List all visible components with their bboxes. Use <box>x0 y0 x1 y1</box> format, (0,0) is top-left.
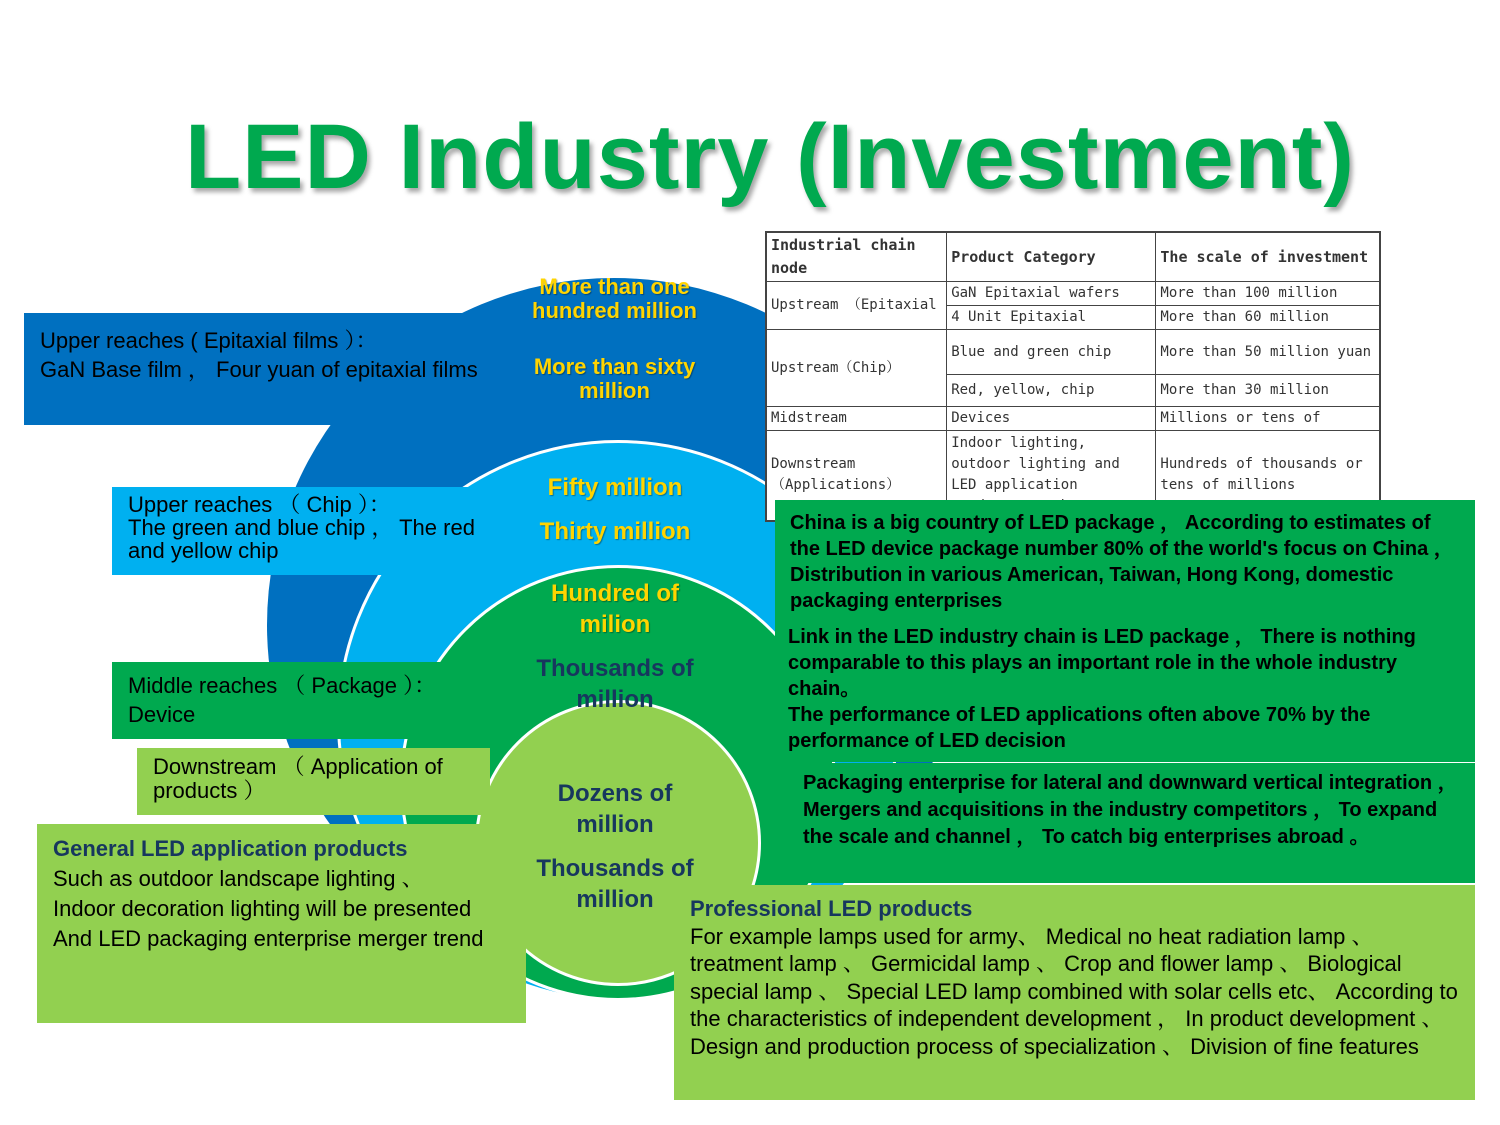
table-cell-scale: More than 30 million <box>1156 375 1380 407</box>
table-cell-category: 4 Unit Epitaxial <box>947 306 1156 330</box>
table-header-category: Product Category <box>947 232 1156 282</box>
general-led-line-2: Indoor decoration lighting will be presented <box>53 896 472 921</box>
ring-core-value-1: Dozens of million <box>557 780 673 838</box>
label-downstream-title: Downstream （ Application of products ） <box>153 754 443 803</box>
ring-middle-value-2: Thirty million <box>539 518 691 545</box>
ring-outer-value-1: More than one hundred million <box>532 274 697 323</box>
table-cell-node: Upstream（Chip） <box>766 330 947 407</box>
china-package-text: China is a big country of LED package ， According to estimates of the LED device package number 80% of the world's focus on China ， Distribution in various American, Taiwan, Hong Kong, domestic packaging enterprises <box>790 512 1454 612</box>
link-package-box <box>775 622 1475 762</box>
label-downstream <box>137 748 490 815</box>
ring-inner-value-2: Thousands of million <box>536 655 694 713</box>
table-row <box>766 282 1380 306</box>
professional-led-heading: Professional LED products <box>690 896 973 921</box>
label-midstream-detail: Device <box>128 702 196 727</box>
table-cell-scale: More than 100 million <box>1156 282 1380 306</box>
label-upstream-epitaxial-title: Upper reaches ( Epitaxial films ）： <box>40 328 378 353</box>
table-cell-category: Devices <box>947 407 1156 431</box>
ring-outer-value-2: More than sixty million <box>533 354 696 403</box>
table-header-row <box>766 232 1380 282</box>
table-cell-scale: Hundreds of thousands or tens of millions <box>1156 431 1380 521</box>
table-cell-category: Blue and green chip <box>947 330 1156 375</box>
label-upstream-chip-title: Upper reaches （ Chip ）： <box>128 492 391 517</box>
table-cell-category: GaN Epitaxial wafers <box>947 282 1156 306</box>
general-led-line-1: Such as outdoor landscape lighting 、 <box>53 866 424 891</box>
label-upstream-epitaxial <box>24 313 506 425</box>
link-package-text-1: Link in the LED industry chain is LED package ， There is nothing comparable to this plays an important role in the whole industry chain。 <box>788 626 1416 700</box>
professional-led-box <box>674 885 1475 1100</box>
table-cell-node: Midstream <box>766 407 947 431</box>
table-cell-category: Red, yellow, chip <box>947 375 1156 407</box>
table-cell-node: Downstream （Applications） <box>766 431 947 521</box>
table-header-node: Industrial chain node <box>766 232 947 282</box>
table-cell-scale: More than 50 million yuan <box>1156 330 1380 375</box>
table-cell-scale: More than 60 million <box>1156 306 1380 330</box>
general-led-line-3: And LED packaging enterprise merger trend <box>53 926 484 951</box>
table-header-scale: The scale of investment <box>1156 232 1380 282</box>
table-cell-category: Indoor lighting, outdoor lighting and LED application <box>947 431 1156 521</box>
ring-middle-value-1: Fifty million <box>547 474 683 501</box>
label-upstream-chip <box>112 487 496 575</box>
table-cell-scale: Millions or tens of <box>1156 407 1380 431</box>
slide-title: LED Industry (Investment) <box>184 106 1355 208</box>
ring-inner-value-1: Hundred of milion <box>551 580 679 638</box>
label-general-led <box>37 824 526 1023</box>
link-package-text-2: The performance of LED applications often above 70% by the performance of LED decision <box>788 704 1371 752</box>
label-midstream-title: Middle reaches （ Package ）： <box>128 673 437 698</box>
china-package-box <box>775 500 1475 625</box>
label-upstream-chip-detail: The green and blue chip ， The red and yellow chip <box>128 515 475 563</box>
general-led-heading: General LED application products <box>53 836 408 861</box>
label-midstream <box>112 662 496 739</box>
table-row <box>766 407 1380 431</box>
ring-core-value-2: Thousands of million <box>536 855 694 913</box>
table-cell-node: Upstream （Epitaxial <box>766 282 947 330</box>
table-row <box>766 330 1380 375</box>
professional-led-text: For example lamps used for army、 Medical no heat radiation lamp 、 treatment lamp 、 Germicidal lamp 、 Crop and flower lamp 、 Biological special lamp 、 Special LED lamp combined with solar cells etc、 According to the characteristics of independent development ， In product development 、 Design and production process of specialization 、 Division of fine features <box>690 923 1458 1059</box>
label-upstream-epitaxial-detail: GaN Base film ， Four yuan of epitaxial films <box>40 357 478 382</box>
packaging-integration-text: Packaging enterprise for lateral and downward vertical integration ， Mergers and acquisitions in the industry competitors ， To expand the scale and channel ， To catch big enterprises abroad 。 <box>803 772 1458 848</box>
packaging-integration-box <box>790 763 1475 883</box>
investment-table <box>765 231 1381 522</box>
